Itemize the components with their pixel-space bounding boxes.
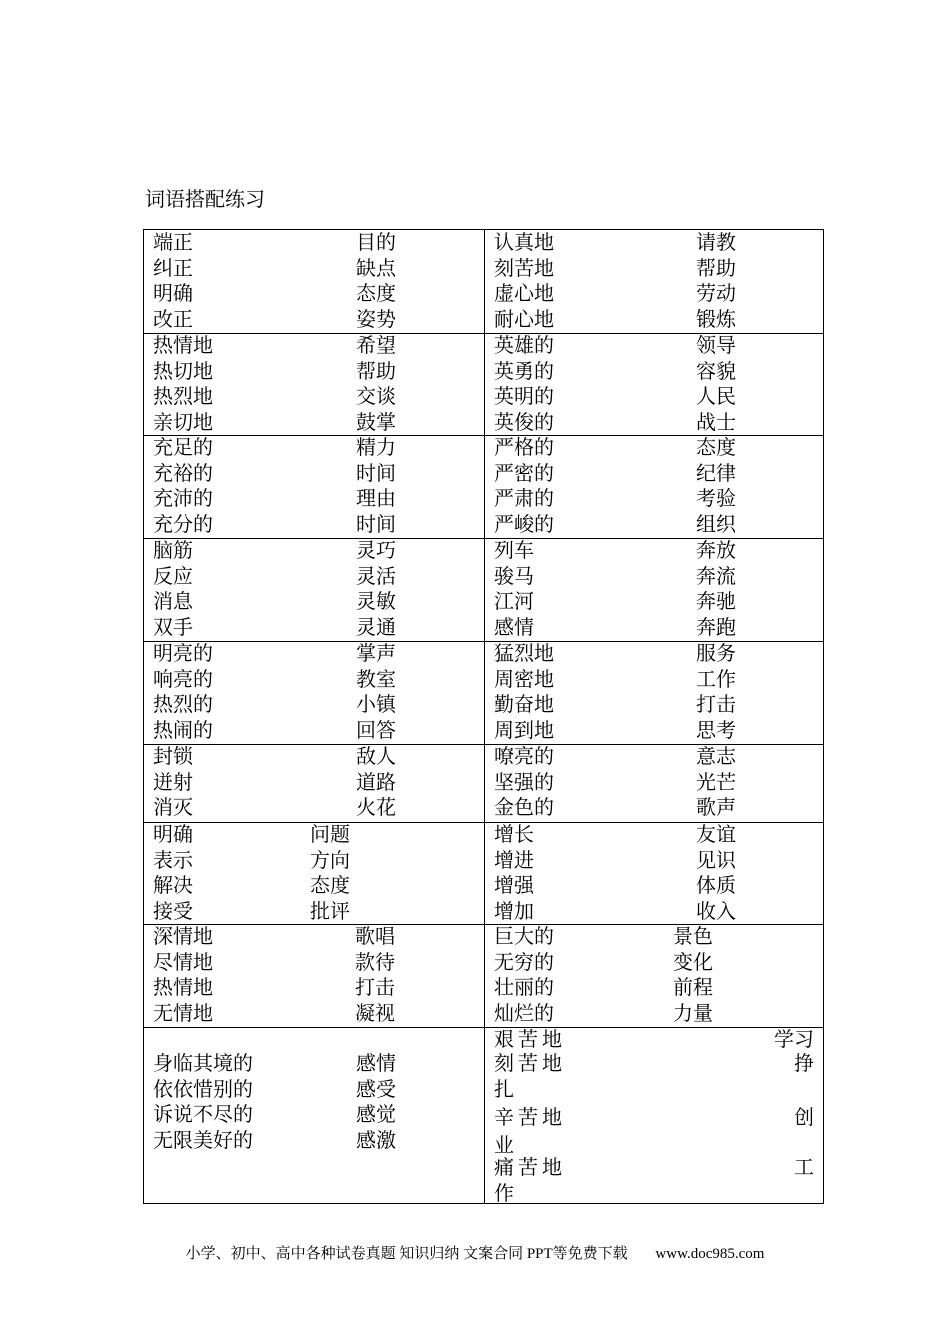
word-right: 问题 — [310, 822, 350, 846]
word-right: 感觉 — [356, 1102, 396, 1127]
word-pair-row — [485, 1181, 823, 1207]
word-right: 人民 — [696, 384, 736, 409]
word-left: 无穷的 — [494, 949, 554, 974]
word-pair-row — [485, 1155, 823, 1181]
word-pair-row — [485, 1105, 823, 1131]
word-right: 打击 — [355, 975, 395, 1000]
table-cell-left — [144, 333, 484, 435]
word-left: 刻苦地 — [494, 1051, 566, 1075]
word-pair-row — [485, 667, 823, 693]
word-left: 金色的 — [494, 795, 554, 820]
word-pair-row — [485, 873, 823, 899]
footer-promo-text: 小学、初中、高中各种试卷真题 知识归纳 文案合同 PPT等免费下载 — [185, 1246, 628, 1262]
word-pair-row — [144, 589, 484, 615]
word-right: 灵敏 — [356, 589, 396, 614]
word-right: 感受 — [356, 1076, 396, 1101]
word-right: 灵活 — [356, 563, 396, 588]
word-left: 周密地 — [494, 666, 554, 691]
word-left: 纠正 — [153, 255, 193, 280]
word-right: 见识 — [696, 847, 736, 872]
word-pair-row — [144, 1001, 484, 1027]
page-title: 词语搭配练习 — [145, 187, 265, 211]
word-pair-row — [485, 1077, 823, 1103]
word-left: 周到地 — [494, 717, 554, 742]
word-right: 缺点 — [356, 255, 396, 280]
word-left: 热情地 — [153, 333, 213, 357]
word-left: 扎 — [494, 1077, 514, 1101]
word-right: 奔跑 — [696, 614, 736, 639]
word-right: 希望 — [356, 333, 396, 357]
word-left: 响亮的 — [153, 666, 213, 691]
table-cell-right — [485, 924, 823, 1027]
word-left: 增强 — [494, 873, 534, 898]
word-right: 小镇 — [356, 692, 396, 717]
word-left: 充沛的 — [153, 486, 213, 511]
word-pair-row — [144, 873, 484, 899]
word-left: 表示 — [153, 847, 193, 872]
word-right: 领导 — [696, 333, 736, 357]
word-right: 歌唱 — [355, 924, 395, 948]
word-right: 组织 — [696, 511, 736, 536]
word-right: 纪律 — [696, 460, 736, 485]
word-right: 打击 — [696, 692, 736, 717]
word-right: 奔驰 — [696, 589, 736, 614]
word-right: 前程 — [673, 975, 713, 1000]
word-left: 耐心地 — [494, 306, 554, 331]
word-left: 反应 — [153, 563, 193, 588]
word-pair-row — [485, 822, 823, 848]
word-right: 体质 — [696, 873, 736, 898]
word-left: 消灭 — [153, 795, 193, 820]
word-left: 热烈地 — [153, 384, 213, 409]
word-right: 精力 — [356, 435, 396, 459]
table-cell-left — [144, 230, 484, 333]
table-cell-left — [144, 538, 484, 641]
word-pair-row — [485, 924, 823, 950]
word-pair-row — [485, 950, 823, 976]
word-right: 创 — [794, 1105, 814, 1129]
word-left: 艰苦地 — [494, 1027, 566, 1051]
word-pair-row — [144, 1051, 484, 1077]
word-pair-row — [485, 281, 823, 307]
table-cell-left — [144, 1027, 484, 1205]
word-pair-row — [144, 384, 484, 410]
word-pair-row — [485, 461, 823, 487]
word-pair-row — [144, 718, 484, 744]
word-right: 景色 — [673, 924, 713, 948]
word-pair-row — [144, 281, 484, 307]
word-right: 帮助 — [356, 358, 396, 383]
word-left: 英雄的 — [494, 333, 554, 357]
word-left: 认真地 — [494, 230, 554, 254]
word-left: 亲切地 — [153, 409, 213, 434]
word-pair-row — [144, 950, 484, 976]
table-cell-right — [485, 1027, 823, 1205]
table-cell-right — [485, 230, 823, 333]
word-right: 服务 — [696, 641, 736, 665]
word-right: 力量 — [673, 1000, 713, 1025]
word-right: 交谈 — [356, 384, 396, 409]
word-right: 感激 — [356, 1127, 396, 1152]
word-pair-row — [485, 333, 823, 359]
word-pair-row — [485, 589, 823, 615]
word-left: 身临其境的 — [153, 1051, 253, 1075]
word-right: 锻炼 — [696, 306, 736, 331]
word-left: 巨大的 — [494, 924, 554, 948]
table-cell-right — [485, 333, 823, 435]
word-right: 教室 — [356, 666, 396, 691]
word-left: 作 — [494, 1181, 514, 1205]
word-pair-row — [485, 975, 823, 1001]
word-left: 明确 — [153, 281, 193, 306]
word-pair-row — [485, 795, 823, 821]
word-right: 变化 — [673, 949, 713, 974]
word-left: 端正 — [153, 230, 193, 254]
word-pair-row — [485, 1027, 823, 1053]
table-cell-right — [485, 744, 823, 822]
word-left: 英明的 — [494, 384, 554, 409]
word-left: 嘹亮的 — [494, 744, 554, 768]
word-right: 掌声 — [356, 641, 396, 665]
word-left: 感情 — [494, 614, 534, 639]
word-right: 帮助 — [696, 255, 736, 280]
word-pair-row — [144, 795, 484, 821]
table-cell-right — [485, 822, 823, 924]
word-left: 改正 — [153, 306, 193, 331]
word-pair-row — [144, 822, 484, 848]
word-pair-row — [485, 1051, 823, 1077]
word-left: 虚心地 — [494, 281, 554, 306]
word-right: 敌人 — [356, 744, 396, 768]
word-right: 奔流 — [696, 563, 736, 588]
word-left: 江河 — [494, 589, 534, 614]
word-left: 辛苦地 — [494, 1105, 566, 1129]
word-pair-row — [485, 512, 823, 538]
word-pair-row — [485, 256, 823, 282]
word-pair-row — [144, 230, 484, 256]
word-right: 感情 — [356, 1051, 396, 1075]
word-pair-row — [144, 333, 484, 359]
word-pair-row — [485, 641, 823, 667]
word-right: 战士 — [696, 409, 736, 434]
word-left: 严密的 — [494, 460, 554, 485]
word-right: 态度 — [356, 281, 396, 306]
word-left: 壮丽的 — [494, 975, 554, 1000]
table-cell-left — [144, 744, 484, 822]
table-cell-left — [144, 822, 484, 924]
word-left: 明亮的 — [153, 641, 213, 665]
word-pair-row — [485, 486, 823, 512]
word-pair-row — [144, 538, 484, 564]
word-pair-row — [485, 718, 823, 744]
word-right: 方向 — [310, 847, 350, 872]
word-pair-row — [144, 486, 484, 512]
word-pair-row — [144, 770, 484, 796]
word-pair-row — [485, 744, 823, 770]
word-left: 热情地 — [153, 975, 213, 1000]
word-right: 思考 — [696, 717, 736, 742]
word-left: 充足的 — [153, 435, 213, 459]
word-right: 款待 — [355, 949, 395, 974]
table-cell-left — [144, 641, 484, 744]
word-right: 鼓掌 — [356, 409, 396, 434]
table-cell-right — [485, 641, 823, 744]
word-left: 充分的 — [153, 511, 213, 536]
word-left: 诉说不尽的 — [153, 1102, 253, 1127]
word-left: 深情地 — [153, 924, 213, 948]
word-right: 凝视 — [355, 1000, 395, 1025]
word-left: 封锁 — [153, 744, 193, 768]
word-pair-row — [144, 435, 484, 461]
word-right: 考验 — [696, 486, 736, 511]
word-left: 灿烂的 — [494, 1000, 554, 1025]
word-right: 工作 — [696, 666, 736, 691]
word-pair-row — [485, 899, 823, 925]
word-pair-row — [144, 461, 484, 487]
word-pair-row — [144, 924, 484, 950]
word-pair-row — [144, 564, 484, 590]
word-matching-table — [143, 229, 824, 1204]
word-left: 热闹的 — [153, 717, 213, 742]
word-left: 刻苦地 — [494, 255, 554, 280]
word-pair-row — [485, 564, 823, 590]
word-left: 痛苦地 — [494, 1155, 566, 1179]
word-right: 奔放 — [696, 538, 736, 562]
word-pair-row — [144, 975, 484, 1001]
word-pair-row — [485, 770, 823, 796]
word-left: 骏马 — [494, 563, 534, 588]
word-left: 明确 — [153, 822, 193, 846]
word-right: 灵巧 — [356, 538, 396, 562]
word-right: 请教 — [696, 230, 736, 254]
table-cell-right — [485, 538, 823, 641]
word-right: 火花 — [356, 795, 396, 820]
word-left: 严肃的 — [494, 486, 554, 511]
word-left: 增进 — [494, 847, 534, 872]
word-right: 态度 — [310, 873, 350, 898]
word-left: 增加 — [494, 898, 534, 923]
word-right: 挣 — [794, 1051, 814, 1075]
word-right: 意志 — [696, 744, 736, 768]
word-pair-row — [485, 1001, 823, 1027]
word-right: 友谊 — [696, 822, 736, 846]
word-left: 双手 — [153, 614, 193, 639]
word-right: 容貌 — [696, 358, 736, 383]
word-right: 光芒 — [696, 769, 736, 794]
word-pair-row — [485, 307, 823, 333]
word-right: 姿势 — [356, 306, 396, 331]
word-left: 无限美好的 — [153, 1127, 253, 1152]
word-right: 目的 — [356, 230, 396, 254]
word-right: 批评 — [310, 898, 350, 923]
word-left: 猛烈地 — [494, 641, 554, 665]
word-right: 工 — [794, 1155, 814, 1179]
word-right: 回答 — [356, 717, 396, 742]
word-pair-row — [144, 615, 484, 641]
word-pair-row — [144, 848, 484, 874]
word-left: 严峻的 — [494, 511, 554, 536]
word-pair-row — [144, 1102, 484, 1128]
word-left: 尽情地 — [153, 949, 213, 974]
word-left: 消息 — [153, 589, 193, 614]
word-right: 学习 — [774, 1027, 814, 1051]
word-right: 劳动 — [696, 281, 736, 306]
word-right: 收入 — [696, 898, 736, 923]
word-left: 热切地 — [153, 358, 213, 383]
word-left: 解决 — [153, 873, 193, 898]
word-left: 英俊的 — [494, 409, 554, 434]
word-right: 理由 — [356, 486, 396, 511]
page-footer — [0, 1244, 950, 1264]
word-pair-row — [144, 256, 484, 282]
word-left: 依依惜别的 — [153, 1076, 253, 1101]
word-pair-row — [485, 359, 823, 385]
word-left: 列车 — [494, 538, 534, 562]
word-pair-row — [144, 1077, 484, 1103]
word-left: 无情地 — [153, 1000, 213, 1025]
word-right: 态度 — [696, 435, 736, 459]
word-left: 英勇的 — [494, 358, 554, 383]
table-cell-left — [144, 924, 484, 1027]
word-pair-row — [485, 848, 823, 874]
word-pair-row — [144, 744, 484, 770]
word-left: 勤奋地 — [494, 692, 554, 717]
word-pair-row — [485, 538, 823, 564]
word-left: 业 — [494, 1133, 514, 1157]
word-pair-row — [485, 692, 823, 718]
word-right: 时间 — [356, 511, 396, 536]
word-right: 时间 — [356, 460, 396, 485]
word-pair-row — [144, 641, 484, 667]
word-pair-row — [485, 435, 823, 461]
word-left: 严格的 — [494, 435, 554, 459]
word-pair-row — [485, 230, 823, 256]
word-right: 道路 — [356, 769, 396, 794]
word-pair-row — [144, 692, 484, 718]
word-pair-row — [144, 307, 484, 333]
word-pair-row — [485, 410, 823, 436]
word-pair-row — [144, 410, 484, 436]
word-pair-row — [144, 899, 484, 925]
word-pair-row — [144, 667, 484, 693]
word-left: 增长 — [494, 822, 534, 846]
word-left: 充裕的 — [153, 460, 213, 485]
word-pair-row — [144, 1128, 484, 1154]
table-cell-left — [144, 435, 484, 538]
word-pair-row — [485, 615, 823, 641]
word-left: 热烈的 — [153, 692, 213, 717]
word-left: 迸射 — [153, 769, 193, 794]
word-left: 脑筋 — [153, 538, 193, 562]
word-right: 歌声 — [696, 795, 736, 820]
word-right: 灵通 — [356, 614, 396, 639]
table-cell-right — [485, 435, 823, 538]
word-pair-row — [485, 384, 823, 410]
word-left: 接受 — [153, 898, 193, 923]
word-left: 坚强的 — [494, 769, 554, 794]
word-pair-row — [144, 512, 484, 538]
word-pair-row — [144, 359, 484, 385]
footer-website: www.doc985.com — [655, 1246, 765, 1262]
